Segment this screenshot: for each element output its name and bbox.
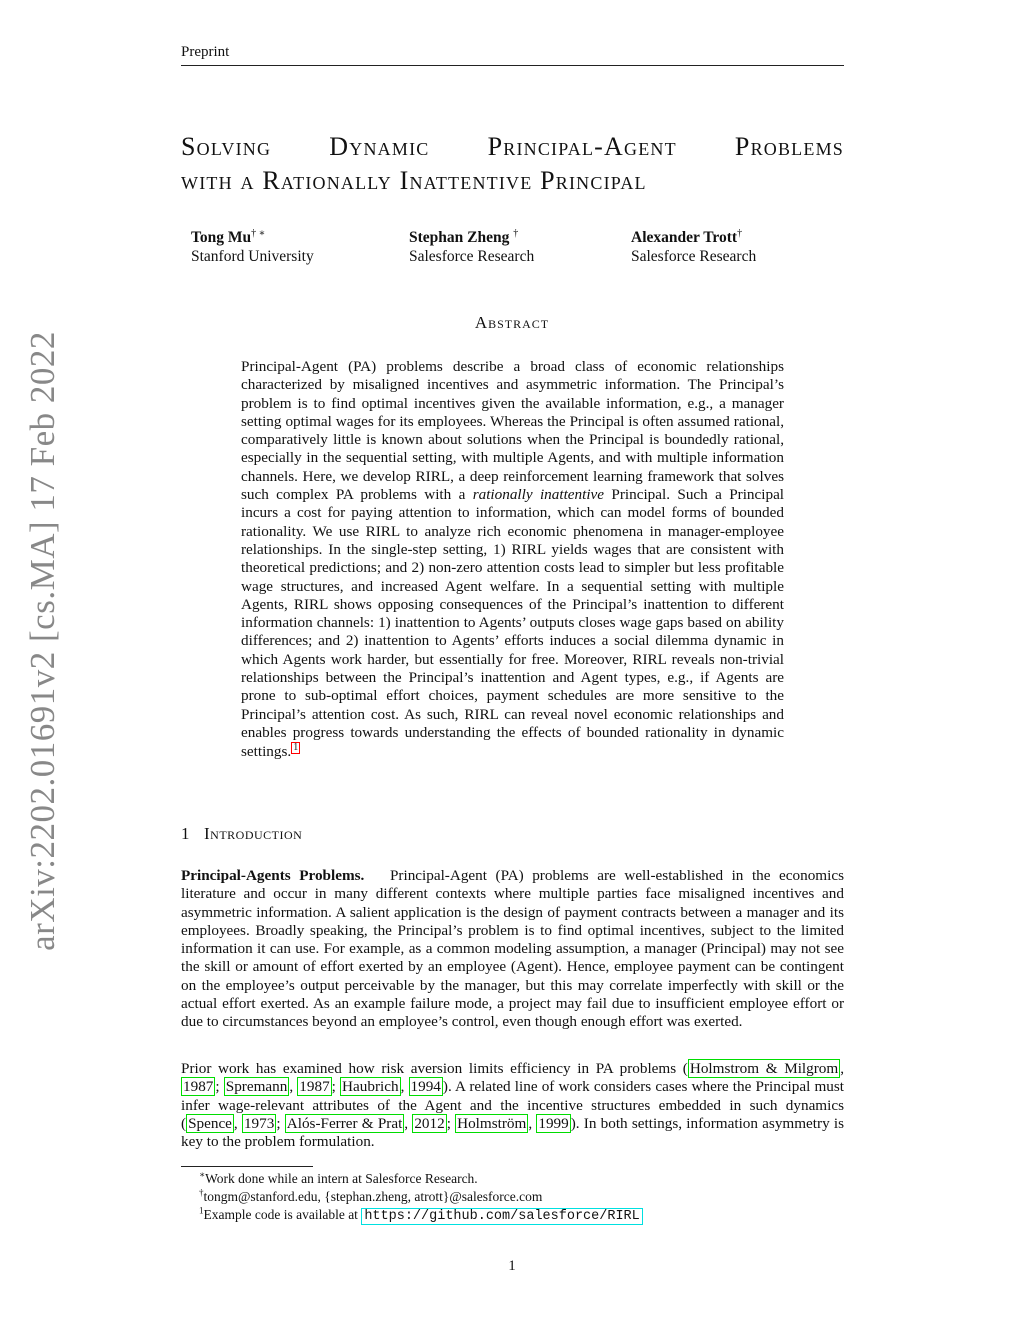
title-line-1: Solving Dynamic Principal-Agent Problems (181, 132, 844, 161)
citation-link[interactable]: Holmström (457, 1114, 527, 1132)
citation-link[interactable]: 1973 (243, 1114, 275, 1132)
footnote-item (199, 1188, 839, 1206)
citation-link[interactable]: 1987 (299, 1078, 330, 1096)
abstract-heading: Abstract (474, 313, 550, 332)
section-number: 1 (181, 824, 190, 843)
author-affiliation: Salesforce Research (409, 248, 535, 265)
citation-link[interactable]: Holmstrom & Milgrom (689, 1060, 839, 1077)
paragraph-text: Principal-Agent (PA) problems are well-established in the economics literature and occur in many different contexts where multiple parties face misaligned incentives and asymmetric information. A salient application is the design of payment contracts between a manager and its employees. Broadly speaking, the Principal’s problem is to find optimal incentives, subject to the limited information it can use. For example, as a common modeling assumption, a manager (Principal) may not see the skill or amount of effort exerted by an employee (Agent). Hence, employee payment can be contingent on the employee’s output perceivable by the manager, but this may correlate imperfectly with skill or the actual effort exerted. As an example failure mode, a project may fail due to insufficient employee effort or due to circumstances beyond an employee’s control, even though enough effort was exerted. (181, 867, 844, 1031)
footnote-text: Work done while an intern at Salesforce Research. (205, 1171, 478, 1186)
footnote-item (199, 1170, 839, 1188)
author-block-2 (409, 228, 534, 266)
arxiv-stamp: arXiv:2202.01691v2 [cs.MA] 17 Feb 2022 (23, 331, 62, 951)
citation-link[interactable]: Haubrich (342, 1078, 399, 1096)
citation-link[interactable]: Spence (188, 1114, 232, 1132)
paper-title (181, 130, 844, 198)
footnote-text: Example code is available at (203, 1207, 358, 1222)
paragraph-lead: Principal-Agents Problems. (181, 867, 365, 884)
running-header: Preprint (181, 44, 230, 60)
footnote-mark: † (199, 1187, 204, 1198)
footnotes (199, 1170, 839, 1226)
author-name: Tong Mu (191, 229, 252, 246)
footnote-link[interactable]: 1 (293, 742, 299, 754)
footnote-text: tongm@stanford.edu, {stephan.zheng, atrott}@salesforce.com (203, 1189, 543, 1204)
footnote-mark: 1 (199, 1205, 204, 1216)
title-line-2: with a Rationally Inattentive Principal (181, 166, 647, 195)
abstract-text-2: Principal. Such a Principal incurs a cost for paying attention to information, which can model forms of bounded rationality. We use RIRL to analyze rich economic phenomena in manager-employee relationships. In the single-step setting, 1) RIRL yields wages that are consistent with theoretical predictions; and 2) non-zero attention costs lead to simpler but less profitable wage structures, and increased Agent welfare. In a sequential setting with multiple Agents, RIRL shows opposing consequences of the Principal’s inattention to different information channels: 1) inattention to Agents’ outputs closes wage gaps based on ability differences; and 2) inattention to Agents’ efforts induces a social dilemma dynamic in which Agents work harder, but essentially for free. Moreover, RIRL reveals non-trivial relationships between the Principal’s inattention and Agent types, e.g., if Agents are prone to sub-optimal effort choices, payment schedules are more sensitive to the Principal’s attention cost. As such, RIRL can reveal novel economic relationships and enables progress towards understanding the effects of bounded rationality in dynamic settings. (241, 486, 785, 761)
abstract-text-1: Principal-Agent (PA) problems describe a broad class of economic relationships characterized by misaligned incentives and asymmetric information. The Principal’s problem is to find optimal incentives given the available information, e.g., a manager setting optimal wages for its employees. Whereas the Principal is often assumed rational, comparatively little is known about solutions when the Principal is boundedly rational, especially in the sequential setting, with multiple Agents, and with multiple information channels. Here, we develop RIRL, a deep reinforcement learning framework that solves such complex PA problems with a (241, 358, 784, 504)
intro-paragraph-1 (181, 867, 844, 1032)
footnote-mark: ∗ (199, 1169, 206, 1180)
citation-link[interactable]: Spremann (225, 1078, 288, 1096)
author-name: Alexander Trott (631, 229, 738, 246)
paragraph-text: ). In both settings, information asymmetry is key to the problem formulation. (181, 1114, 845, 1151)
footnote-item (199, 1206, 839, 1226)
citation-link[interactable]: 1987 (183, 1078, 214, 1096)
citation-link[interactable]: 1999 (538, 1114, 569, 1132)
section-heading (181, 824, 302, 844)
header-rule (181, 65, 844, 66)
abstract-body (241, 358, 784, 762)
citation-link[interactable]: 1994 (410, 1078, 441, 1096)
author-name: Stephan Zheng (409, 229, 510, 246)
author-marks: † (737, 227, 743, 239)
author-block-1 (191, 228, 314, 266)
author-affiliation: Stanford University (191, 248, 314, 265)
author-marks: † (513, 227, 519, 239)
abstract-italic: rationally inattentive (472, 486, 605, 504)
section-title: Introduction (204, 824, 303, 843)
code-url-link[interactable]: https://github.com/salesforce/RIRL (361, 1208, 642, 1225)
footnote-rule (181, 1166, 313, 1167)
author-affiliation: Salesforce Research (631, 248, 757, 265)
citation-link[interactable]: 2012 (414, 1114, 445, 1132)
author-marks: † ∗ (251, 227, 266, 239)
arxiv-stamp-container (18, 331, 68, 951)
citation-link[interactable]: Alós-Ferrer & Prat (286, 1114, 403, 1132)
paragraph-text: Prior work has examined how risk aversion limits efficiency in PA problems ( (181, 1060, 688, 1077)
author-block-3 (631, 228, 756, 266)
paragraph-text: ). A related line of work considers cases where the Principal must infer wage-relevant attributes of the Agent and the incentive structures embedded in such dynamics ( (181, 1078, 845, 1132)
page-number: 1 (508, 1258, 516, 1274)
intro-paragraph-2: Prior work has examined how risk aversion limits efficiency in PA problems ( Holmstrom & Milgrom , 1987 ; Spremann , 1987 ; Haubrich , 1994 ). A related line of work considers cases where the Principal must infer wage-relevant attributes of the Agent and the incentive structures embedded in such dynamics ( Spence , 1973 ; Alós-Ferrer & Prat , 2012 ; Holmström , 1999 ). In both settings, information asymmetry is key to the problem formulation. (181, 1060, 845, 1151)
